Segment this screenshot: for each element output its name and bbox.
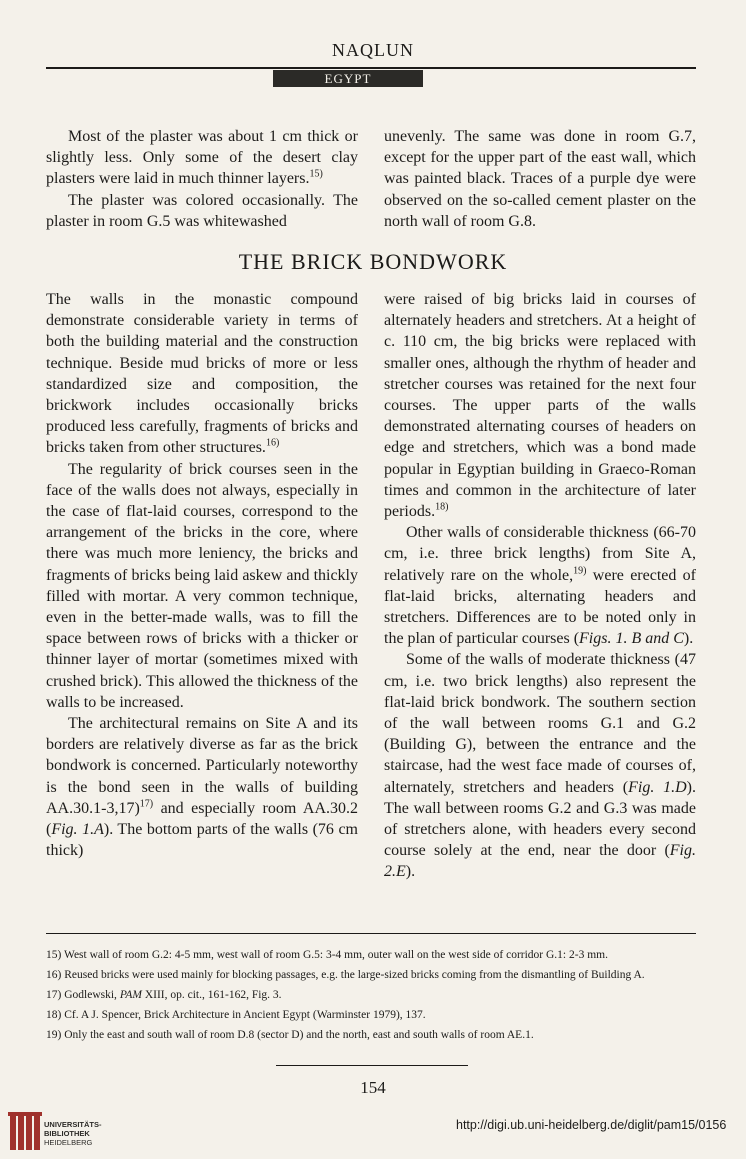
paragraph: unevenly. The same was done in room G.7, except for the upper part of the east wall, which was painted black. Traces of a purple dye were observed on the so-called cement plaster on the north wall of room G.8. [384,128,696,230]
paragraph: The plaster was colored occasionally. The plaster in room G.5 was whitewashed [46,191,358,230]
footnote-ref[interactable]: 15) [309,169,323,181]
page-number-rule [276,1065,468,1066]
footnote: 17) Godlewski, PAM XIII, op. cit., 161-162, Fig. 3. [46,989,282,1001]
top-left-column [46,126,358,232]
library-name: UNIVERSITÄTS- BIBLIOTHEK HEIDELBERG [44,1120,102,1147]
paragraph: Other walls of considerable thickness (66-70 cm, i.e. three brick lengths) from Site A, relatively rare on the whole,$^{19)}$ were erected of flat-laid bricks, alternating headers and stretchers. Differences are to be noted only in the plan of particular courses (Figs. 1. B and C). [384,524,697,648]
paragraph: The architectural remains on Site A and its borders are relatively diverse as far as the brick bondwork is concerned. Particularly noteworthy is the bond seen in the walls of building AA.30.1-3,17)$^{17)}$ and especially room AA.30.2 (Fig. 1.A). The bottom parts of the walls (76 cm thick) [46,715,358,860]
top-right-column [384,126,696,232]
footnote: 19) Only the east and south wall of room D.8 (sector D) and the north, east and south walls of room AE.1. [46,1029,534,1041]
paragraph: were raised of big bricks laid in courses of alternately headers and stretchers. At a height of c. 110 cm, the big bricks were replaced with smaller ones, although the rhythm of header and stretcher courses was retained for the next four courses. The upper parts of the walls demonstrated alternating courses of headers on edge and stretchers, which was a bond made popular in Egyptian building in Graeco-Roman times and common in the architecture of later periods.$^{18)}$ [384,291,696,521]
running-header-title: NAQLUN [332,40,414,60]
footnote-ref[interactable]: 16) [265,438,280,450]
paragraph: Most of the plaster was about 1 cm thick or slightly less. Only some of the desert clay plasters were laid in much thinner layers.$^{15)}$ [46,128,358,188]
footnote-ref[interactable]: 19) [573,565,587,577]
paragraph: Some of the walls of moderate thickness (47 cm, i.e. two brick lengths) also represent the flat-laid brick bondwork. The southern section of the wall between rooms G.1 and G.2 (Building G), between the entrance and the staircase, had the west face made of courses of, alternately, stretchers and headers (Fig. 1.D). The wall between rooms G.2 and G.3 was made of stretchers alone, with headers every second course solely at the end, near the door (Fig. 2.E). [384,651,696,881]
figure-ref: Fig. 2.E [384,842,696,881]
paragraph: The regularity of brick courses seen in the face of the walls does not always, especially in the case of flat-laid courses, correspond to the arrangement of the bricks in the core, where there was much more leniency, the bricks and fragments of bricks being laid askew and thickly filled with mortar. A very common technique, even in the better-made walls, was to fill the space between rows of bricks with a thicker or thinner layer of mortar (sometimes mixed with crushed brick). This allowed the thickness of the walls to be increased. [46,460,358,711]
header-rule [46,67,696,69]
footnote-ref[interactable]: 17) [139,798,154,810]
figure-ref: Figs. 1. B and C [579,630,684,648]
paragraph: The walls in the monastic compound demonstrate considerable variety in terms of both the building material and the construction technique. Beside mud bricks of more or less standardized size and composition, the brickwork includes occasionally bricks produced less carefully, fragments of bricks and bricks taken from other structures.$^{16)}$ [46,291,358,457]
footnote-rule [46,933,696,934]
footnote-ref[interactable]: 18) [435,501,449,513]
main-left-column [46,289,358,861]
figure-ref: Fig. 1.D [628,778,687,796]
footnote: 18) Cf. A J. Spencer, Brick Architecture in Ancient Egypt (Warminster 1979), 137. [46,1009,426,1021]
main-right-column [384,289,696,883]
page-number: 154 [360,1078,386,1097]
footnote: 16) Reused bricks were used mainly for blocking passages, e.g. the large-sized bricks coming from the dismantling of Building A. [46,969,645,981]
footnote: 15) West wall of room G.2: 4-5 mm, west wall of room G.5: 3-4 mm, outer wall on the west side of corridor G.1: 2-3 mm. [46,949,608,961]
source-url-link[interactable]: http://digi.ub.uni-heidelberg.de/diglit/pam15/0156 [456,1118,727,1132]
running-header-tag: EGYPT [273,70,423,87]
section-title: THE BRICK BONDWORK [238,249,508,274]
figure-ref: Fig. 1.A [51,821,104,839]
footnotes [46,945,696,1045]
